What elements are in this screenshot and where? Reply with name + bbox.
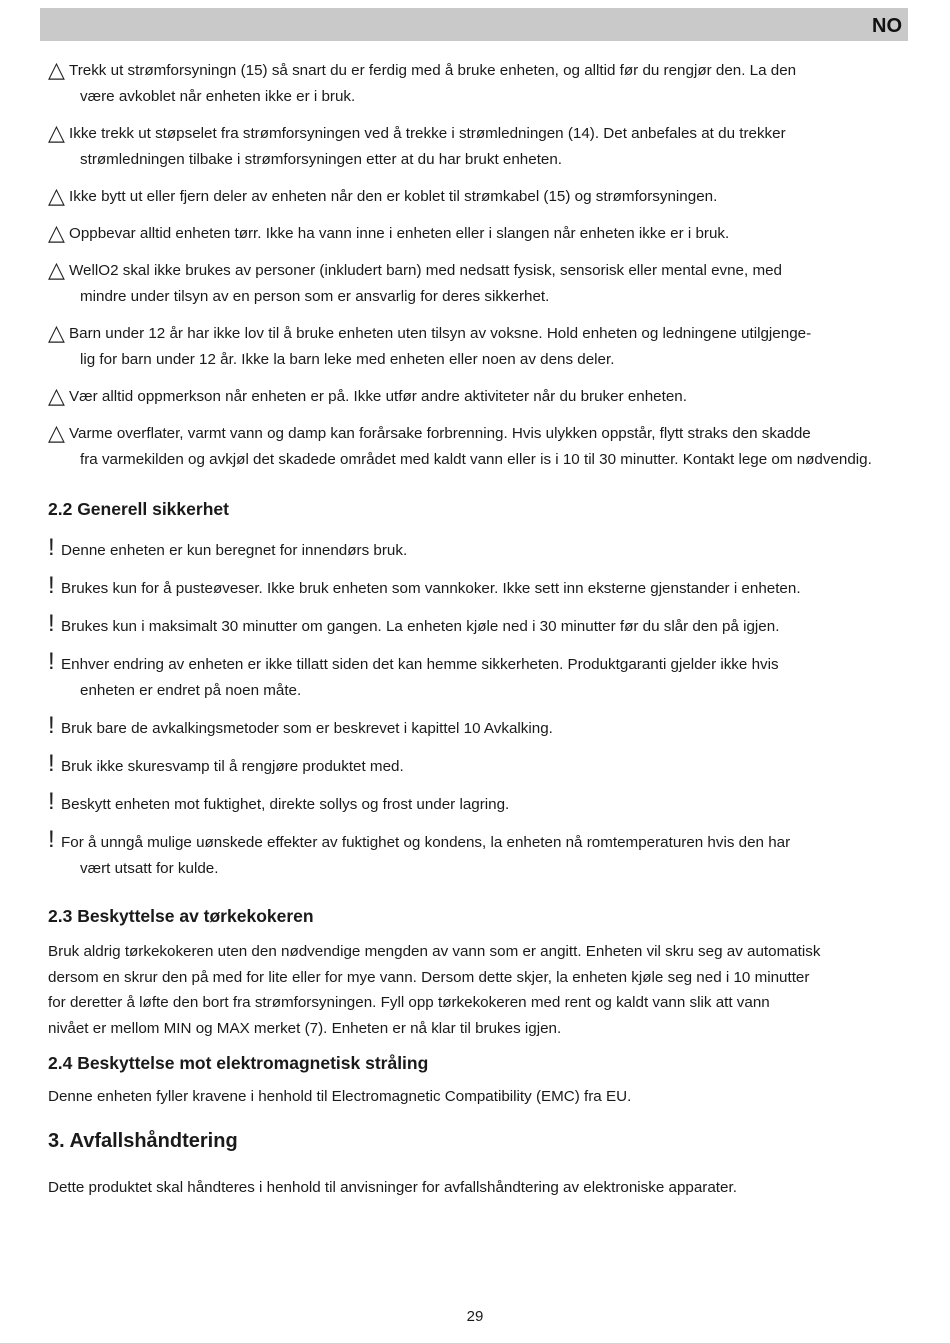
paragraph-line: Bruk aldrig tørkekokeren uten den nødvendige mengden av vann som er angitt. Enheten vil skru seg av automatisk [48, 943, 821, 960]
warning-text-cont: mindre under tilsyn av en person som er ansvarlig for deres sikkerhet. [80, 288, 550, 305]
warning-item [48, 221, 898, 247]
section-2-4-heading: 2.4 Beskyttelse mot elektromagnetisk stråling [48, 1053, 429, 1073]
warning-text-cont: fra varmekilden og avkjøl det skadede området med kaldt vann eller is i 10 til 30 minutter. Kontakt lege om nødvendig. [80, 451, 872, 468]
caution-text: Bruk bare de avkalkingsmetoder som er beskrevet i kapittel 10 Avkalking. [61, 720, 553, 737]
page-number: 29 [466, 1308, 484, 1325]
paragraph-line: nivået er mellom MIN og MAX merket (7). Enheten er nå klar til brukes igjen. [48, 1019, 562, 1037]
exclamation-icon: ! [48, 610, 55, 637]
warning-text: WellO2 skal ikke brukes av personer (inkludert barn) med nedsatt fysisk, sensorisk eller mental evne, med [69, 262, 782, 279]
warning-item [48, 384, 898, 410]
caution-text-cont: enheten er endret på noen måte. [80, 682, 302, 699]
exclamation-icon: ! [48, 648, 55, 675]
warning-triangle-icon: △ [48, 220, 65, 245]
warning-text: Ikke trekk ut støpselet fra strømforsyningen ved å trekke i strømledningen (14). Det anbefales at du trekker [69, 125, 786, 142]
exclamation-icon: ! [48, 826, 55, 853]
warning-text: Vær alltid oppmerkson når enheten er på. Ikke utfør andre aktiviteter når du bruker enheten. [69, 388, 687, 405]
section-3-heading: 3. Avfallshåndtering [48, 1129, 238, 1152]
warning-text: Trekk ut strømforsyningn (15) så snart du er ferdig med å bruke enheten, og alltid før du rengjør den. La den [69, 62, 797, 79]
caution-item [48, 572, 898, 602]
warning-triangle-icon: △ [48, 183, 65, 208]
caution-item [48, 788, 898, 818]
exclamation-icon: ! [48, 788, 55, 815]
caution-text: Beskytt enheten mot fuktighet, direkte sollys og frost under lagring. [61, 796, 510, 813]
exclamation-icon: ! [48, 750, 55, 777]
warning-item [48, 421, 898, 473]
paragraph-line: for deretter å løfte den bort fra strømforsyningen. Fyll opp tørkekokeren med rent og kaldt vann slik att vann [48, 994, 770, 1011]
warning-item [48, 258, 898, 310]
warning-item [48, 321, 898, 373]
exclamation-icon: ! [48, 534, 55, 561]
warning-text-cont: lig for barn under 12 år. Ikke la barn leke med enheten eller noen av dens deler. [80, 351, 615, 368]
caution-item [48, 826, 898, 882]
warning-text: Barn under 12 år har ikke lov til å bruke enheten uten tilsyn av voksne. Hold enheten og ledningene utilgjenge- [69, 325, 812, 342]
section-3-paragraph: Dette produktet skal håndteres i henhold til anvisninger for avfallshåndtering av elektroniske apparater. [48, 1178, 737, 1196]
warning-triangle-icon: △ [48, 120, 65, 145]
section-2-3-paragraph [48, 939, 898, 1041]
exclamation-icon: ! [48, 572, 55, 599]
warning-text: Oppbevar alltid enheten tørr. Ikke ha vann inne i enheten eller i slangen når enheten ikke er i bruk. [69, 225, 730, 242]
caution-item [48, 610, 898, 640]
warning-item [48, 58, 898, 110]
language-code: NO [872, 15, 902, 37]
section-2-3-heading: 2.3 Beskyttelse av tørkekokeren [48, 906, 314, 926]
caution-text: Brukes kun for å pusteøveser. Ikke bruk enheten som vannkoker. Ikke sett inn eksterne gjenstander i enheten. [61, 580, 801, 597]
caution-text: Bruk ikke skuresvamp til å rengjøre produktet med. [61, 758, 404, 775]
warning-triangle-icon: △ [48, 383, 65, 408]
caution-text-cont: vært utsatt for kulde. [80, 860, 219, 877]
warning-triangle-icon: △ [48, 420, 65, 445]
section-2-2-heading: 2.2 Generell sikkerhet [48, 499, 229, 519]
warning-text-cont: strømledningen tilbake i strømforsyningen etter at du har brukt enheten. [80, 151, 563, 168]
caution-text: Denne enheten er kun beregnet for innendørs bruk. [61, 542, 408, 559]
caution-text: Enhver endring av enheten er ikke tillatt siden det kan hemme sikkerheten. Produktgaranti gjelder ikke hvis [61, 656, 779, 673]
general-safety-list [48, 534, 898, 882]
header-bar [40, 8, 908, 41]
warning-text: Ikke bytt ut eller fjern deler av enheten når den er koblet til strømkabel (15) og strømforsyningen. [69, 188, 718, 205]
caution-item [48, 712, 898, 742]
warning-item [48, 121, 898, 173]
warning-triangle-icon: △ [48, 320, 65, 345]
caution-text: For å unngå mulige uønskede effekter av fuktighet og kondens, la enheten nå romtemperaturen hvis den har [61, 834, 791, 851]
caution-item [48, 750, 898, 780]
warning-triangle-icon: △ [48, 257, 65, 282]
section-2-4-paragraph: Denne enheten fyller kravene i henhold til Electromagnetic Compatibility (EMC) fra EU. [48, 1088, 632, 1105]
paragraph-line: dersom en skrur den på med for lite eller for mye vann. Dersom dette skjer, la enheten kjøle seg ned i 10 minutter [48, 968, 810, 986]
warning-text-cont: være avkoblet når enheten ikke er i bruk. [80, 88, 356, 105]
caution-text: Brukes kun i maksimalt 30 minutter om gangen. La enheten kjøle ned i 30 minutter før du slår den på igjen. [61, 618, 780, 635]
warning-item [48, 184, 898, 210]
warning-triangle-icon: △ [48, 57, 65, 82]
page-content [48, 58, 898, 1200]
warning-text: Varme overflater, varmt vann og damp kan forårsake forbrenning. Hvis ulykken oppstår, flytt straks den skadde [69, 425, 811, 442]
caution-item [48, 534, 898, 564]
warning-list [48, 58, 898, 473]
exclamation-icon: ! [48, 712, 55, 739]
caution-item [48, 648, 898, 704]
